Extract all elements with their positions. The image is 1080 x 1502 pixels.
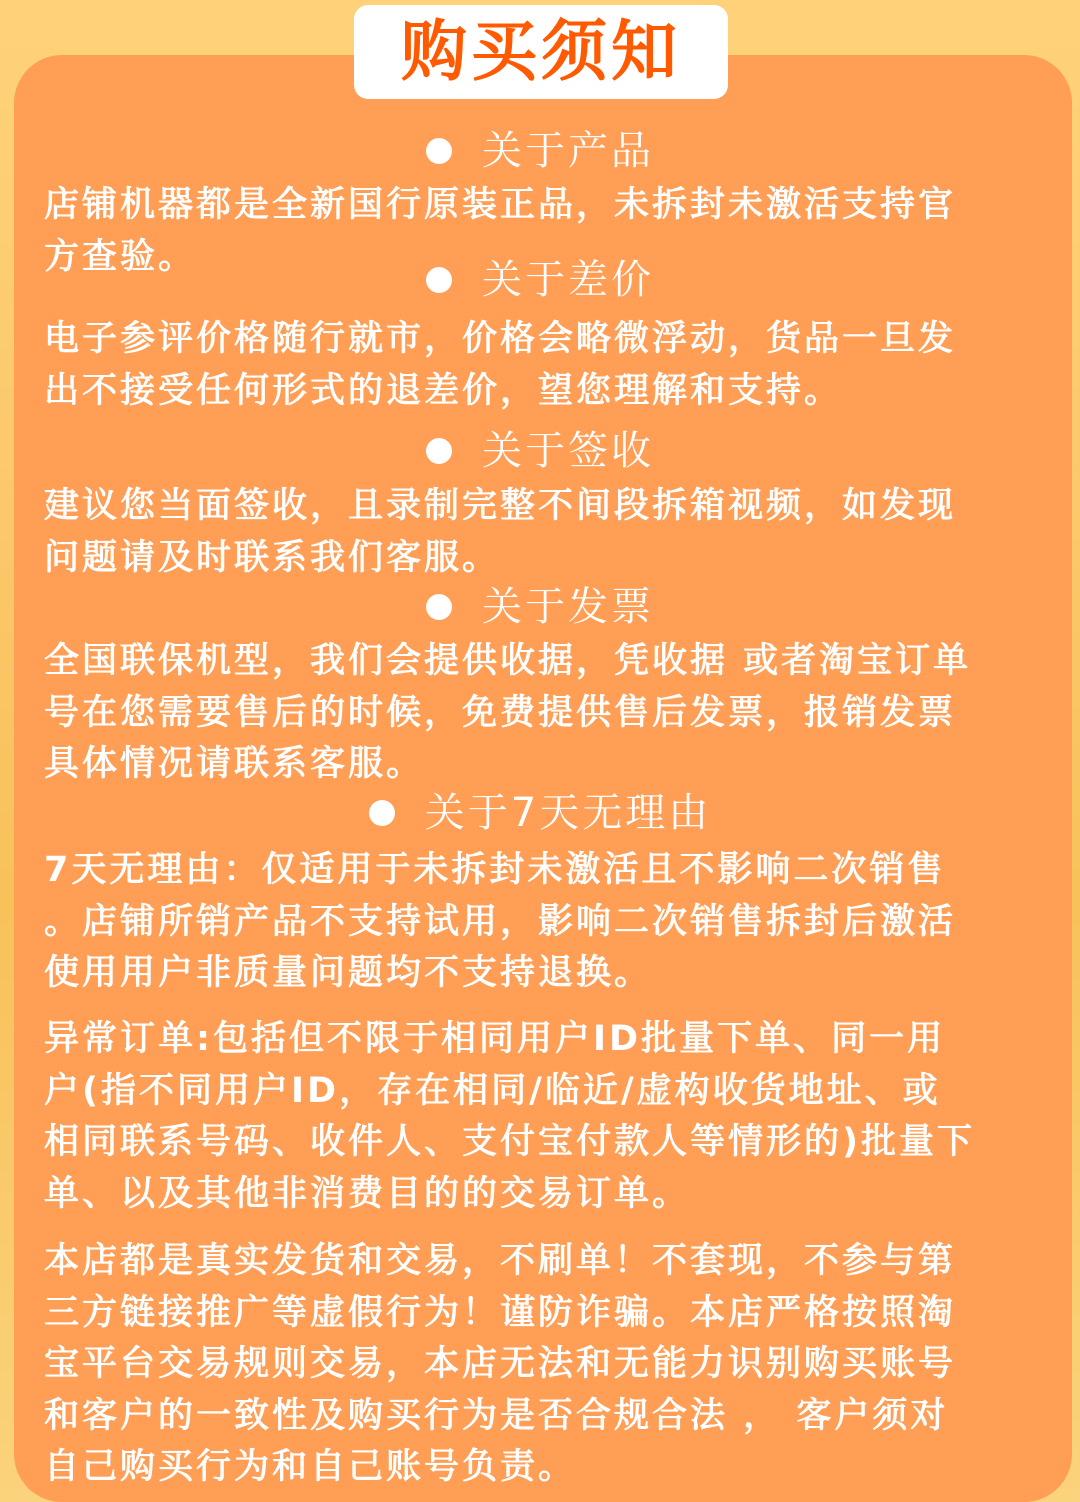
section-heading-text: 关于差价 — [482, 257, 654, 303]
bullet-icon — [426, 267, 452, 293]
title-banner — [354, 5, 728, 99]
page-title: 购买须知 — [401, 13, 681, 90]
section-body-signing: 建议您当面签收，且录制完整不间段拆箱视频，如发现 问题请及时联系我们客服。 — [44, 486, 957, 578]
section-body-invoice: 全国联保机型，我们会提供收据，凭收据 或者淘宝订单 号在您需要售后的时候，免费提供售后发票，报销发票 具体情况请联系客服。 — [44, 641, 972, 784]
section-heading-product — [0, 126, 1080, 176]
anti-fraud-note: 本店都是真实发货和交易，不刷单！不套现，不参与第 三方链接推广等虚假行为！谨防诈骗。本店严格按照淘 宝平台交易规则交易，本店无法和无能力识别购买账号 和客户的一致性及购买行为是否合规合法 ， 客户须对 自己购买行为和自己账号负责。 — [44, 1241, 957, 1487]
section-heading-signing — [0, 426, 1080, 476]
section-heading-text: 关于产品 — [482, 128, 654, 174]
bullet-icon — [426, 438, 452, 464]
bullet-icon — [369, 800, 395, 826]
section-body-product: 店铺机器都是全新国行原装正品，未拆封未激活支持官 方查验。 — [44, 185, 957, 277]
abnormal-order-note: 异常订单:包括但不限于相同用户ID批量下单、同一用 户(指不同用户ID，存在相同/临近/虚构收货地址、或 相同联系号码、收件人、支付宝付款人等情形的)批量下 单、以及其他非消费目的的交易订单。 — [44, 1019, 975, 1214]
section-heading-price-difference — [0, 255, 1080, 305]
section-heading-7-day-return — [0, 788, 1080, 838]
section-heading-text: 关于签收 — [482, 428, 654, 474]
section-heading-invoice — [0, 582, 1080, 632]
section-body-price-difference: 电子参评价格随行就市，价格会略微浮动，货品一旦发 出不接受任何形式的退差价，望您理解和支持。 — [44, 319, 957, 411]
section-heading-text: 关于7天无理由 — [424, 790, 712, 836]
bullet-icon — [426, 594, 452, 620]
section-body-7-day-return: 7天无理由：仅适用于未拆封未激活且不影响二次销售 。店铺所销产品不支持试用，影响二次销售拆封后激活 使用用户非质量问题均不支持退换。 — [44, 850, 957, 993]
bullet-icon — [426, 138, 452, 164]
section-heading-text: 关于发票 — [482, 584, 654, 630]
